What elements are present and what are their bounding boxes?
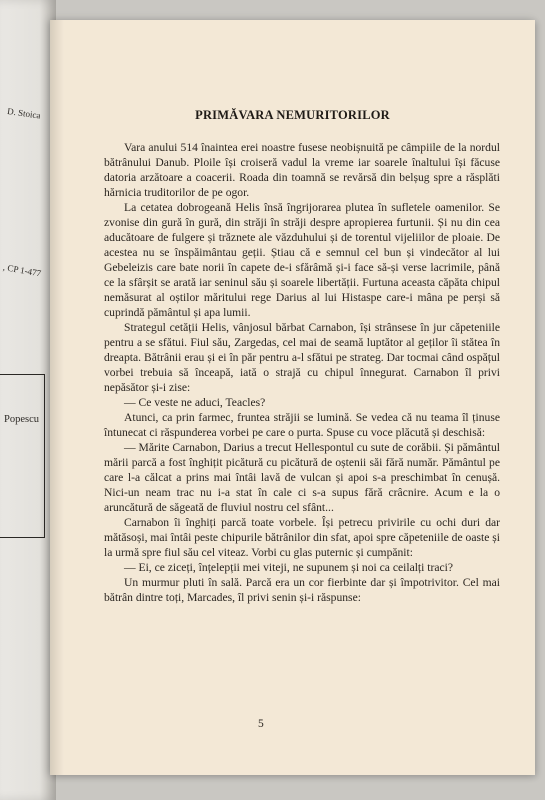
dialogue-line: — Ce veste ne aduci, Teacles? bbox=[124, 396, 266, 409]
facing-page-name-fragment: Popescu bbox=[4, 414, 39, 425]
facing-page-cp-fragment: , CP 1-477 bbox=[2, 262, 42, 279]
facing-page-author-fragment: D. Stoica bbox=[6, 106, 42, 121]
paragraph: La cetatea dobrogeană Helis însă îngrijorarea plutea în sufletele oamenilor. Se zvonise din gură în gură, din străji în străji despre apropierea furtunii. Și nu din cea aducătoare de fulgere și trăznete ale văzduhului și de torentul vijeliilor de ploaie. De acestea nu se înspăimântau geții. Știau că e semnul cel bun și vindecător al lui Gebeleizis care bate norii în capete de-i sfărâmă și-i face să-și verse lacrimile, până ce la sfârșit se arată iar seninul său și soarele libertății. Furtuna aceasta căpăta chipul nemăsurat al oștilor măritului rege Darius al lui Histaspe care-i mâna pe perși să cuprindă pământul și apa lumii. bbox=[104, 201, 500, 319]
dialogue-line: — Mărite Carnabon, Darius a trecut Hellespontul cu sute de corăbii. Și pământul mării parcă a fost înghițit picătură cu picătură de oștenii săi fără număr. Pământul pe care l-a călcat a prins mai întâi lavă de vulcan și apoi s-a preschimbat în cenușă. Nici-un neam trac nu i-a stat în cale ci s-a supus fără crâcnire. Acum e la o aruncătură de săgeată de fluviul nostru cel sfânt... bbox=[104, 441, 500, 514]
book-spine-shadow bbox=[50, 20, 64, 775]
paragraph: Atunci, ca prin farmec, fruntea străjii se lumină. Se vedea că nu teama îl ținuse întunecat ci răspunderea vorbei pe care o purta. Spuse cu voce plăcută și deschisă: bbox=[104, 411, 500, 439]
paragraph: Un murmur pluti în sală. Parcă era un cor fierbinte dar și împotrivitor. Cel mai bătrân dintre toți, Marcades, îl privi senin și-i răspunse: bbox=[104, 576, 500, 604]
page-number: 5 bbox=[258, 718, 264, 730]
paragraph: Carnabon îi înghiți parcă toate vorbele. Își petrecu privirile cu ochi duri dar mătăsoși, mai întâi peste chipurile bătrânilor din sfat, apoi spre căpeteniile de oaste și la urmă spre fiul său cel viteaz. Vorbi cu glas puternic și cumpănit: bbox=[104, 516, 500, 559]
paragraph-list bbox=[104, 140, 500, 605]
chapter-title: PRIMĂVARA NEMURITORILOR bbox=[195, 108, 390, 122]
facing-page-frame bbox=[0, 374, 45, 538]
dialogue-line: — Ei, ce ziceți, înțelepții mei viteji, ne supunem și noi ca ceilalți traci? bbox=[124, 561, 454, 574]
paragraph: Vara anului 514 înaintea erei noastre fusese neobișnuită pe câmpiile de la nordul bătrânului Danub. Ploile își croiseră vadul la vreme iar soarele înaltului își făcuse datoria arzătoare a coacerii. Roada din toamnă se revărsă din belșug spre a răsplăti hărnicia truditorilor de pe ogor. bbox=[104, 141, 500, 199]
paragraph: Strategul cetății Helis, vânjosul bărbat Carnabon, își strânsese în jur căpeteniile pentru a se sfătui. Fiul său, Zargedas, cel mai de seamă luptător al geților îi stătea în dreapta. Bătrânii erau și ei în păr pentru a-l sfătui pe strateg. Dar tocmai când ospățul vorbei trebuia să înceapă, iată o strajă cu chipul înnegurat. Carnabon îl privi nepăsător și-i zise: bbox=[104, 321, 500, 394]
facing-page-edge bbox=[0, 0, 56, 800]
body-text bbox=[104, 140, 500, 605]
